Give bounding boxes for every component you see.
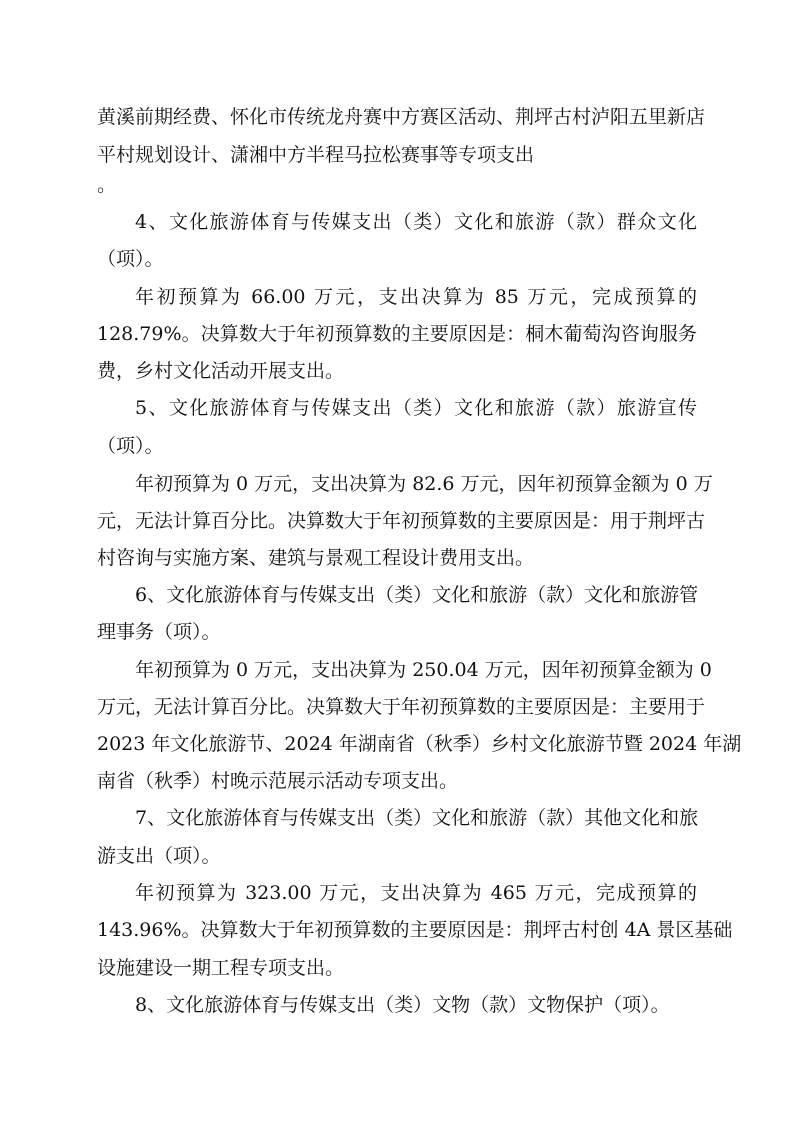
text-line: （项）。 <box>97 435 164 457</box>
text-line: 年初预算为 0 万元，支出决算为 250.04 万元，因年初预算金额为 0 <box>135 659 712 681</box>
text-line: 6、文化旅游体育与传媒支出（类）文化和旅游（款）文化和旅游管 <box>135 584 699 606</box>
text-line: 4、文化旅游体育与传媒支出（类）文化和旅游（款）群众文化 <box>135 211 697 233</box>
text-line: 平村规划设计、潇湘中方半程马拉松赛事等专项支出 <box>97 144 535 166</box>
text-line: 万元，无法计算百分比。决算数大于年初预算数的主要原因是：主要用于 <box>97 696 706 718</box>
text-line: 7、文化旅游体育与传媒支出（类）文化和旅游（款）其他文化和旅 <box>135 807 699 829</box>
text-line: 年初预算为 323.00 万元，支出决算为 465 万元，完成预算的 <box>135 882 697 904</box>
text-line: 143.96%。决算数大于年初预算数的主要原因是：荆坪古村创 4A 景区基础 <box>97 919 733 941</box>
text-line: 8、文化旅游体育与传媒支出（类）文物（款）文物保护（项）。 <box>135 994 670 1016</box>
text-line: 游支出（项）。 <box>97 845 221 867</box>
text-line: 黄溪前期经费、怀化市传统龙舟赛中方赛区活动、荆坪古村泸阳五里新店 <box>97 106 706 128</box>
text-line: 元，无法计算百分比。决算数大于年初预算数的主要原因是：用于荆坪古 <box>97 510 706 532</box>
text-line: 村咨询与实施方案、建筑与景观工程设计费用支出。 <box>97 547 535 569</box>
text-line: 。 <box>97 174 117 196</box>
text-line: （项）。 <box>97 248 164 270</box>
text-line: 南省（秋季）村晚示范展示活动专项支出。 <box>97 770 459 792</box>
text-line: 128.79%。决算数大于年初预算数的主要原因是：桐木葡萄沟咨询服务 <box>97 323 697 345</box>
text-line: 年初预算为 0 万元，支出决算为 82.6 万元，因年初预算金额为 0 万 <box>135 473 713 495</box>
text-line: 设施建设一期工程专项支出。 <box>97 957 345 979</box>
text-line: 2023 年文化旅游节、2024 年湖南省（秋季）乡村文化旅游节暨 2024 年湖 <box>97 733 742 755</box>
text-line: 理事务（项）。 <box>97 621 221 643</box>
text-line: 年初预算为 66.00 万元，支出决算为 85 万元，完成预算的 <box>135 286 697 308</box>
text-line: 费，乡村文化活动开展支出。 <box>97 360 345 382</box>
text-line: 5、文化旅游体育与传媒支出（类）文化和旅游（款）旅游宣传 <box>135 397 697 419</box>
